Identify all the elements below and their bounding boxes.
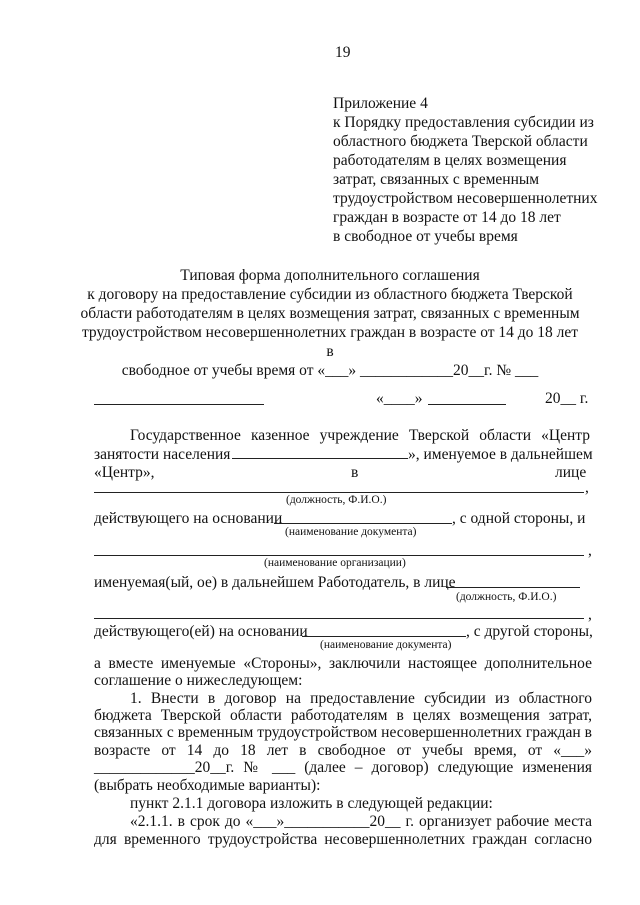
appendix-block <box>333 94 597 246</box>
caption-document-2: (наименование документа) <box>320 639 452 651</box>
title-line: Типовая форма дополнительного соглашения <box>180 267 480 284</box>
caption-position-2: (должность, Ф.И.О.) <box>456 591 557 603</box>
clause-1-line: _____________20__г. № ___ (далее – договор) следующие изменения <box>94 759 592 776</box>
body-line-3a: «Центр», <box>94 464 155 481</box>
appendix-line: работодателям в целях возмещения <box>333 152 567 169</box>
title-line: трудоустройством несовершеннолетних граждан в возрасте от 14 до 18 лет в <box>81 324 579 360</box>
title-line: к договору на предоставление субсидии из областного бюджета Тверской <box>87 286 573 303</box>
body-line-11: соглашение о нижеследующем: <box>94 672 303 689</box>
employer-person-blank <box>94 618 584 619</box>
caption-organization: (наименование организации) <box>264 557 406 569</box>
employer-position-blank <box>446 587 580 588</box>
body-line-10: а вместе именуемые «Стороны», заключили настоящее дополнительное <box>94 655 592 672</box>
caption-position: (должность, Ф.И.О.) <box>286 494 387 506</box>
appendix-line: к Порядку предоставления субсидии из <box>333 114 594 131</box>
position-blank <box>94 492 584 493</box>
appendix-line: областного бюджета Тверской области <box>333 133 588 150</box>
clause-3-line: «2.1.1. в срок до «___»___________20__ г. организует рабочие места <box>130 813 592 830</box>
body-line-9a: действующего(ей) на основании <box>94 623 308 640</box>
body-line-7: именуемая(ый, ое) в дальнейшем Работодатель, в лице <box>94 574 456 591</box>
clause-1-line: связанных с временным трудоустройством несовершеннолетних граждан в <box>94 724 592 741</box>
place-blank <box>94 404 264 405</box>
appendix-line: затрат, связанных с временным <box>333 171 540 188</box>
clause-1-line: возрасте от 14 до 18 лет в свободное от учебы время, от «___» <box>94 742 592 759</box>
body-line-2a: занятости населения <box>94 446 231 463</box>
comma: , <box>585 479 589 496</box>
caption-document: (наименование документа) <box>285 526 417 538</box>
appendix-line: в свободное от учебы время <box>333 228 518 245</box>
body-line-5b: , с одной стороны, и <box>452 510 586 527</box>
page-number: 19 <box>335 44 351 61</box>
clause-3-line: для временного трудоустройства несовершеннолетних граждан согласно <box>94 831 592 848</box>
title-line: свободное от учебы время от «___» ____________20__г. № ___ <box>121 362 539 379</box>
body-line-2b: », именуемое в дальнейшем <box>408 446 593 463</box>
clause-1-line: бюджета Тверской области работодателям в целях возмещения затрат, <box>94 707 592 724</box>
document-title <box>80 266 580 380</box>
body-line-5a: действующего на основании <box>94 510 283 527</box>
clause-1-line: (выбрать необходимые варианты): <box>94 777 321 794</box>
month-blank <box>428 404 506 405</box>
body-line-3b: в <box>351 464 359 481</box>
comma: , <box>588 606 592 623</box>
date-year: 20__ г. <box>545 390 589 407</box>
center-name-blank <box>232 458 408 459</box>
title-line: области работодателям в целях возмещения затрат, связанных с временным <box>80 305 580 322</box>
appendix-line: трудоустройством несовершеннолетних <box>333 190 598 207</box>
basis-blank <box>274 523 452 524</box>
appendix-line: граждан в возрасте от 14 до 18 лет <box>333 209 561 226</box>
clause-1-line: 1. Внести в договор на предоставление субсидии из областного <box>130 690 592 707</box>
employer-basis-blank <box>302 636 466 637</box>
date-quote: «____» <box>376 390 423 407</box>
comma: , <box>588 542 592 559</box>
body-line-9b: , с другой стороны, <box>466 623 593 640</box>
body-line-3c: лице <box>555 464 587 481</box>
clause-2: пункт 2.1.1 договора изложить в следующей редакции: <box>130 795 493 812</box>
appendix-line: Приложение 4 <box>333 95 428 112</box>
organization-blank <box>94 555 584 556</box>
body-line-1: Государственное казенное учреждение Тверской области «Центр <box>130 427 590 444</box>
